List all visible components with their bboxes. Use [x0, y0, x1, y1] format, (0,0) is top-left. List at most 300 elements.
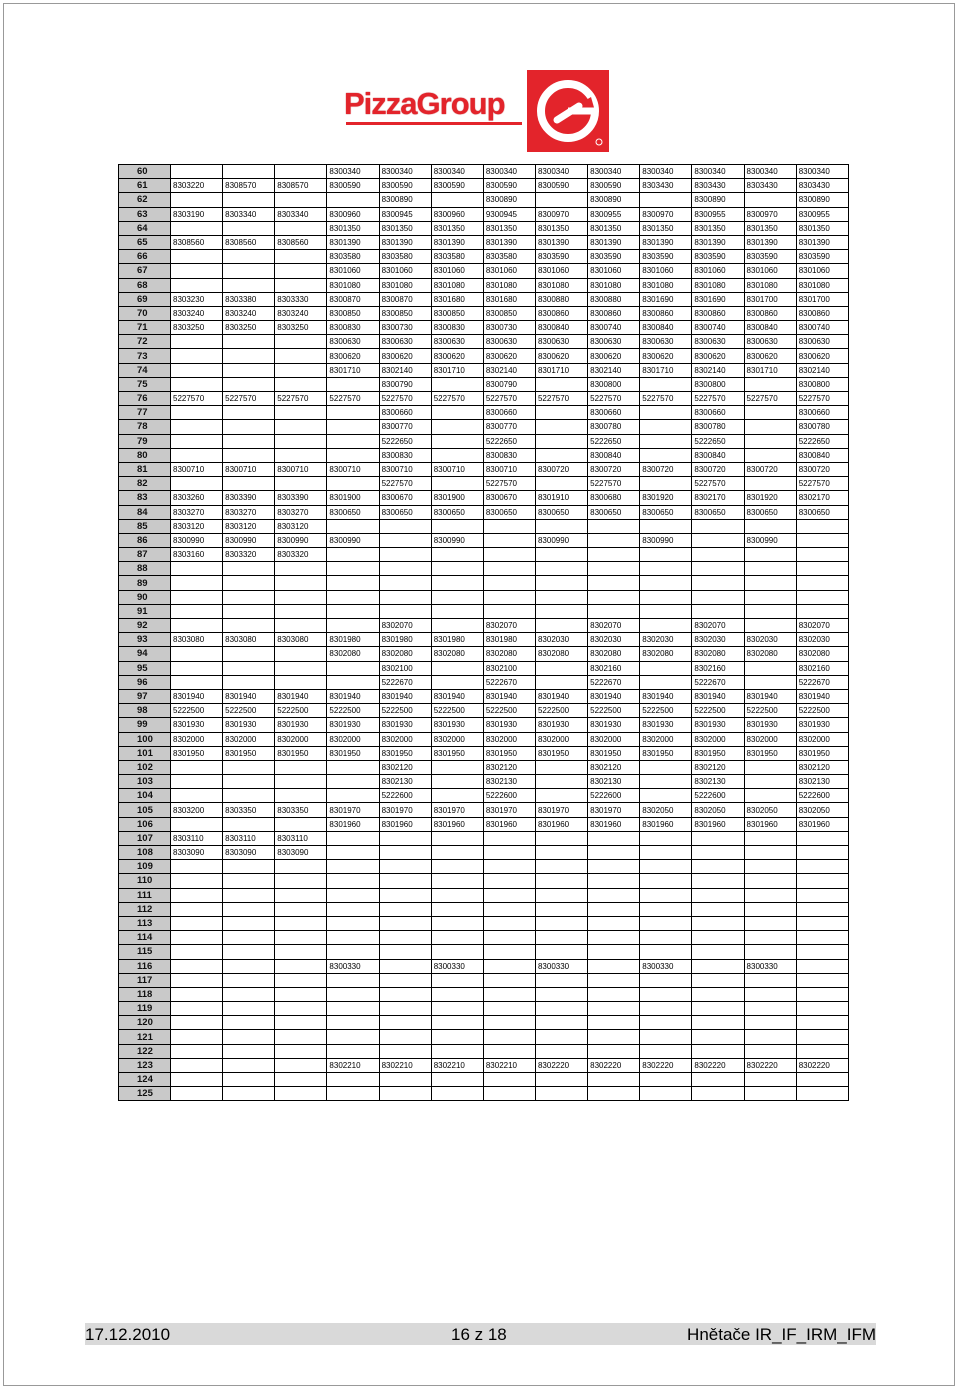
part-number-cell — [223, 619, 275, 633]
part-number-cell: 8301680 — [431, 292, 483, 306]
part-number-cell: 8301060 — [692, 264, 744, 278]
part-number-cell: 8300660 — [796, 406, 848, 420]
part-number-cell: 8301950 — [223, 746, 275, 760]
part-number-cell: 8301970 — [588, 803, 640, 817]
part-number-cell — [640, 775, 692, 789]
part-number-cell: 5227570 — [483, 392, 535, 406]
part-number-cell: 8300850 — [483, 306, 535, 320]
logo-wordmark: PizzaGroup — [344, 86, 505, 121]
part-number-cell: 8302210 — [327, 1058, 379, 1072]
part-number-cell — [483, 846, 535, 860]
part-number-cell: 8301950 — [275, 746, 327, 760]
part-number-cell: 8301060 — [483, 264, 535, 278]
part-number-cell — [327, 477, 379, 491]
part-number-cell: 8300630 — [796, 335, 848, 349]
part-number-cell: 8301950 — [171, 746, 223, 760]
part-number-cell: 8300630 — [379, 335, 431, 349]
part-number-cell: 8300990 — [327, 533, 379, 547]
part-number-cell — [171, 1058, 223, 1072]
part-number-cell — [744, 916, 796, 930]
part-number-cell — [275, 973, 327, 987]
part-number-cell — [431, 789, 483, 803]
part-number-cell: 8300650 — [640, 505, 692, 519]
part-number-cell — [692, 604, 744, 618]
part-number-cell: 8308560 — [223, 235, 275, 249]
part-number-cell — [223, 760, 275, 774]
part-number-cell — [275, 165, 327, 179]
part-number-cell: 8300340 — [327, 165, 379, 179]
part-number-cell: 8302030 — [535, 633, 587, 647]
part-number-cell — [379, 931, 431, 945]
part-number-cell — [431, 675, 483, 689]
part-number-cell: 8303430 — [796, 179, 848, 193]
part-number-cell: 8300730 — [483, 321, 535, 335]
part-number-cell: 5227570 — [327, 392, 379, 406]
part-number-cell — [640, 562, 692, 576]
part-number-cell: 8302120 — [796, 760, 848, 774]
part-number-cell: 8300780 — [796, 420, 848, 434]
part-number-cell — [483, 1073, 535, 1087]
part-number-cell: 8301950 — [640, 746, 692, 760]
part-number-cell — [327, 874, 379, 888]
part-number-cell: 8300710 — [171, 462, 223, 476]
part-number-cell: 8300630 — [483, 335, 535, 349]
part-number-cell: 5227570 — [692, 477, 744, 491]
part-number-cell — [692, 548, 744, 562]
part-number-cell — [223, 647, 275, 661]
part-number-cell — [379, 1087, 431, 1101]
part-number-cell: 8301080 — [431, 278, 483, 292]
part-number-cell — [640, 1016, 692, 1030]
part-number-cell: 8300890 — [796, 193, 848, 207]
part-number-cell — [535, 874, 587, 888]
part-number-cell — [223, 434, 275, 448]
part-number-cell: 8301930 — [692, 718, 744, 732]
part-number-cell — [796, 604, 848, 618]
part-number-cell — [535, 760, 587, 774]
part-number-cell: 5222500 — [483, 704, 535, 718]
part-number-cell — [275, 420, 327, 434]
part-number-cell — [640, 760, 692, 774]
part-number-cell — [535, 1030, 587, 1044]
part-number-cell — [535, 576, 587, 590]
part-number-cell: 8301710 — [640, 363, 692, 377]
part-number-cell: 5227570 — [588, 477, 640, 491]
part-number-cell: 8302140 — [588, 363, 640, 377]
part-number-cell: 8303190 — [171, 207, 223, 221]
part-number-cell — [223, 661, 275, 675]
part-number-cell: 8302210 — [431, 1058, 483, 1072]
part-number-cell — [796, 1087, 848, 1101]
part-number-cell: 8300890 — [588, 193, 640, 207]
table-row — [119, 619, 849, 633]
part-number-cell — [431, 760, 483, 774]
part-number-cell: 8300650 — [796, 505, 848, 519]
row-number-cell: 71 — [119, 321, 171, 335]
part-number-cell: 8302080 — [379, 647, 431, 661]
part-number-cell: 8301350 — [692, 221, 744, 235]
part-number-cell: 8303590 — [692, 250, 744, 264]
part-number-cell — [171, 477, 223, 491]
part-number-cell — [796, 874, 848, 888]
part-number-cell — [379, 1073, 431, 1087]
part-number-cell: 8302070 — [796, 619, 848, 633]
table-row — [119, 1030, 849, 1044]
part-number-cell: 8302210 — [379, 1058, 431, 1072]
part-number-cell: 8301940 — [744, 689, 796, 703]
part-number-cell: 8308560 — [171, 235, 223, 249]
row-number-cell: 65 — [119, 235, 171, 249]
part-number-cell: 8300710 — [379, 462, 431, 476]
row-number-cell: 72 — [119, 335, 171, 349]
part-number-cell — [275, 193, 327, 207]
part-number-cell — [483, 1044, 535, 1058]
part-number-cell — [223, 916, 275, 930]
part-number-cell — [588, 1073, 640, 1087]
part-number-cell: 8300660 — [692, 406, 744, 420]
part-number-cell — [379, 1002, 431, 1016]
part-number-cell: 8301960 — [744, 817, 796, 831]
row-number-cell: 60 — [119, 165, 171, 179]
row-number-cell: 88 — [119, 562, 171, 576]
row-number-cell: 91 — [119, 604, 171, 618]
part-number-cell: 8303580 — [431, 250, 483, 264]
part-number-cell — [692, 1030, 744, 1044]
footer-date: 17.12.2010 — [85, 1325, 171, 1344]
part-number-cell: 8300800 — [588, 377, 640, 391]
row-number-cell: 116 — [119, 959, 171, 973]
part-number-cell: 8300620 — [431, 349, 483, 363]
part-number-cell — [796, 1016, 848, 1030]
part-number-cell — [223, 335, 275, 349]
logo-underline — [346, 122, 522, 125]
part-number-cell — [796, 533, 848, 547]
part-number-cell — [640, 846, 692, 860]
part-number-cell — [640, 945, 692, 959]
part-number-cell — [640, 661, 692, 675]
part-number-cell — [223, 477, 275, 491]
table-row — [119, 1002, 849, 1016]
part-number-cell: 8302050 — [692, 803, 744, 817]
part-number-cell: 8303350 — [275, 803, 327, 817]
part-number-cell: 8302120 — [588, 760, 640, 774]
part-number-cell: 8302030 — [640, 633, 692, 647]
part-number-cell: 8302120 — [379, 760, 431, 774]
part-number-cell: 8300630 — [327, 335, 379, 349]
table-row — [119, 193, 849, 207]
part-number-cell — [431, 420, 483, 434]
part-number-cell — [171, 888, 223, 902]
part-number-cell — [535, 860, 587, 874]
part-number-cell — [223, 973, 275, 987]
part-number-cell: 8300650 — [379, 505, 431, 519]
part-number-cell — [431, 888, 483, 902]
part-number-cell: 8300790 — [483, 377, 535, 391]
table-row — [119, 434, 849, 448]
part-number-cell — [692, 874, 744, 888]
part-number-cell — [588, 916, 640, 930]
part-number-cell: 8302050 — [744, 803, 796, 817]
row-number-cell: 77 — [119, 406, 171, 420]
part-number-cell — [692, 519, 744, 533]
part-number-cell: 8301900 — [431, 491, 483, 505]
part-number-cell — [483, 1016, 535, 1030]
part-number-cell: 8308570 — [275, 179, 327, 193]
part-number-cell: 8300710 — [275, 462, 327, 476]
part-number-cell — [275, 675, 327, 689]
pizzagroup-logo — [344, 68, 610, 154]
part-number-cell: 8302000 — [796, 732, 848, 746]
part-number-cell — [744, 448, 796, 462]
part-number-cell: 5227570 — [535, 392, 587, 406]
part-number-cell: 8302030 — [796, 633, 848, 647]
part-number-cell — [223, 264, 275, 278]
part-number-cell: 8300650 — [327, 505, 379, 519]
row-number-cell: 87 — [119, 548, 171, 562]
part-number-cell — [431, 193, 483, 207]
part-number-cell — [431, 987, 483, 1001]
part-number-cell: 8300650 — [692, 505, 744, 519]
part-number-cell — [535, 434, 587, 448]
part-number-cell: 8303090 — [275, 846, 327, 860]
table-row — [119, 803, 849, 817]
part-number-cell: 8302220 — [588, 1058, 640, 1072]
table-row — [119, 576, 849, 590]
part-number-cell: 8301930 — [223, 718, 275, 732]
part-number-cell: 8301080 — [483, 278, 535, 292]
part-number-cell — [640, 519, 692, 533]
part-number-cell — [692, 533, 744, 547]
part-number-cell: 5227570 — [744, 392, 796, 406]
part-number-cell: 8302070 — [588, 619, 640, 633]
part-number-cell — [796, 1073, 848, 1087]
part-number-cell: 8300990 — [275, 533, 327, 547]
part-number-cell — [640, 434, 692, 448]
part-number-cell — [171, 931, 223, 945]
part-number-cell: 5222500 — [640, 704, 692, 718]
table-row — [119, 590, 849, 604]
table-row — [119, 292, 849, 306]
part-number-cell — [431, 590, 483, 604]
part-number-cell — [223, 817, 275, 831]
part-number-cell — [327, 661, 379, 675]
part-number-cell: 8303350 — [223, 803, 275, 817]
part-number-cell: 8301350 — [483, 221, 535, 235]
table-row — [119, 349, 849, 363]
part-number-cell — [483, 931, 535, 945]
part-number-cell: 8300710 — [223, 462, 275, 476]
part-number-cell — [275, 250, 327, 264]
part-number-cell: 8303340 — [275, 207, 327, 221]
part-number-cell: 8300955 — [796, 207, 848, 221]
part-number-cell: 8303580 — [327, 250, 379, 264]
part-number-cell — [275, 775, 327, 789]
part-number-cell: 8301390 — [431, 235, 483, 249]
part-number-cell: 8301940 — [379, 689, 431, 703]
part-number-cell: 8303340 — [223, 207, 275, 221]
part-number-cell: 8308560 — [275, 235, 327, 249]
part-number-cell — [640, 548, 692, 562]
part-number-cell — [171, 760, 223, 774]
part-number-cell — [744, 675, 796, 689]
part-number-cell: 8301930 — [796, 718, 848, 732]
part-number-cell: 8301950 — [588, 746, 640, 760]
part-number-cell: 8301390 — [744, 235, 796, 249]
part-number-cell — [327, 519, 379, 533]
part-number-cell: 8300330 — [327, 959, 379, 973]
part-number-cell — [744, 931, 796, 945]
part-number-cell: 8301960 — [588, 817, 640, 831]
part-number-cell: 8300990 — [223, 533, 275, 547]
table-row — [119, 746, 849, 760]
part-number-cell: 8302000 — [379, 732, 431, 746]
part-number-cell — [535, 973, 587, 987]
part-number-cell — [431, 477, 483, 491]
part-number-cell: 8300720 — [744, 462, 796, 476]
part-number-cell — [223, 874, 275, 888]
part-number-cell — [483, 959, 535, 973]
part-number-cell: 8302210 — [483, 1058, 535, 1072]
part-number-cell — [640, 789, 692, 803]
row-number-cell: 110 — [119, 874, 171, 888]
part-number-cell — [275, 576, 327, 590]
table-row — [119, 519, 849, 533]
part-number-cell: 8300740 — [588, 321, 640, 335]
part-number-cell — [588, 987, 640, 1001]
part-number-cell — [275, 434, 327, 448]
part-number-cell: 8300860 — [535, 306, 587, 320]
part-number-cell — [535, 1002, 587, 1016]
part-number-cell — [588, 973, 640, 987]
row-number-cell: 94 — [119, 647, 171, 661]
part-number-cell: 8300670 — [379, 491, 431, 505]
part-number-cell — [431, 1087, 483, 1101]
part-number-cell — [171, 165, 223, 179]
part-number-cell: 8300955 — [692, 207, 744, 221]
part-number-cell — [431, 406, 483, 420]
part-number-cell: 8300860 — [692, 306, 744, 320]
part-number-cell: 8301970 — [535, 803, 587, 817]
part-number-cell: 8300830 — [483, 448, 535, 462]
part-number-cell — [640, 1087, 692, 1101]
part-number-cell — [275, 264, 327, 278]
table-row — [119, 718, 849, 732]
part-number-cell: 8302000 — [535, 732, 587, 746]
part-number-cell: 8301080 — [692, 278, 744, 292]
part-number-cell: 8300740 — [796, 321, 848, 335]
part-number-cell: 8300630 — [588, 335, 640, 349]
part-number-cell — [744, 434, 796, 448]
row-number-cell: 108 — [119, 846, 171, 860]
part-number-cell: 8300660 — [588, 406, 640, 420]
part-number-cell: 8303430 — [744, 179, 796, 193]
part-number-cell: 8300340 — [640, 165, 692, 179]
part-number-cell — [327, 760, 379, 774]
part-number-cell — [327, 831, 379, 845]
table-row — [119, 278, 849, 292]
part-number-cell — [744, 576, 796, 590]
part-number-cell: 8301950 — [744, 746, 796, 760]
part-number-cell: 5227570 — [379, 392, 431, 406]
part-number-cell: 8301060 — [535, 264, 587, 278]
part-number-cell — [379, 902, 431, 916]
part-number-cell — [275, 590, 327, 604]
part-number-cell: 8300830 — [327, 321, 379, 335]
part-number-cell — [171, 264, 223, 278]
row-number-cell: 69 — [119, 292, 171, 306]
part-number-cell: 8300890 — [379, 193, 431, 207]
part-number-cell — [275, 363, 327, 377]
part-number-cell — [692, 1087, 744, 1101]
part-number-cell — [171, 647, 223, 661]
table-row — [119, 207, 849, 221]
part-number-cell: 8302130 — [692, 775, 744, 789]
part-number-cell: 8300860 — [796, 306, 848, 320]
part-number-cell — [327, 434, 379, 448]
part-number-cell: 8303110 — [171, 831, 223, 845]
part-number-cell: 8302080 — [640, 647, 692, 661]
part-number-cell — [588, 1044, 640, 1058]
part-number-cell — [379, 519, 431, 533]
part-number-cell — [796, 959, 848, 973]
part-number-cell — [796, 519, 848, 533]
part-number-cell: 8303590 — [535, 250, 587, 264]
part-number-cell: 8303260 — [171, 491, 223, 505]
part-number-cell: 8300340 — [588, 165, 640, 179]
part-number-cell: 8301080 — [379, 278, 431, 292]
part-number-cell — [535, 789, 587, 803]
table-row — [119, 406, 849, 420]
part-number-cell — [171, 590, 223, 604]
part-number-cell: 8301390 — [483, 235, 535, 249]
part-number-cell — [275, 661, 327, 675]
row-number-cell: 79 — [119, 434, 171, 448]
part-number-cell — [171, 420, 223, 434]
table-row — [119, 633, 849, 647]
part-number-cell: 8301960 — [640, 817, 692, 831]
part-number-cell: 8303080 — [223, 633, 275, 647]
part-number-cell: 8301060 — [327, 264, 379, 278]
part-number-cell: 8300870 — [327, 292, 379, 306]
part-number-cell: 5222670 — [692, 675, 744, 689]
part-number-cell: 5222600 — [483, 789, 535, 803]
part-number-cell: 8300880 — [535, 292, 587, 306]
part-number-cell: 8300740 — [692, 321, 744, 335]
part-number-cell — [483, 973, 535, 987]
part-number-cell: 8303250 — [275, 321, 327, 335]
table-row — [119, 1016, 849, 1030]
part-number-cell: 8300955 — [588, 207, 640, 221]
part-number-cell: 8303430 — [692, 179, 744, 193]
part-number-cell — [275, 945, 327, 959]
part-number-cell — [640, 193, 692, 207]
part-number-cell: 8301950 — [796, 746, 848, 760]
part-number-cell: 5222500 — [327, 704, 379, 718]
part-number-cell — [327, 619, 379, 633]
part-number-cell — [588, 846, 640, 860]
part-number-cell: 8301920 — [640, 491, 692, 505]
part-number-cell — [744, 846, 796, 860]
part-number-cell: 8301930 — [588, 718, 640, 732]
part-number-cell — [171, 675, 223, 689]
part-number-cell: 8300340 — [483, 165, 535, 179]
part-number-cell — [692, 945, 744, 959]
part-number-cell — [379, 576, 431, 590]
part-number-cell: 8300840 — [692, 448, 744, 462]
part-number-cell — [535, 448, 587, 462]
part-number-cell: 8300960 — [431, 207, 483, 221]
row-number-cell: 114 — [119, 931, 171, 945]
